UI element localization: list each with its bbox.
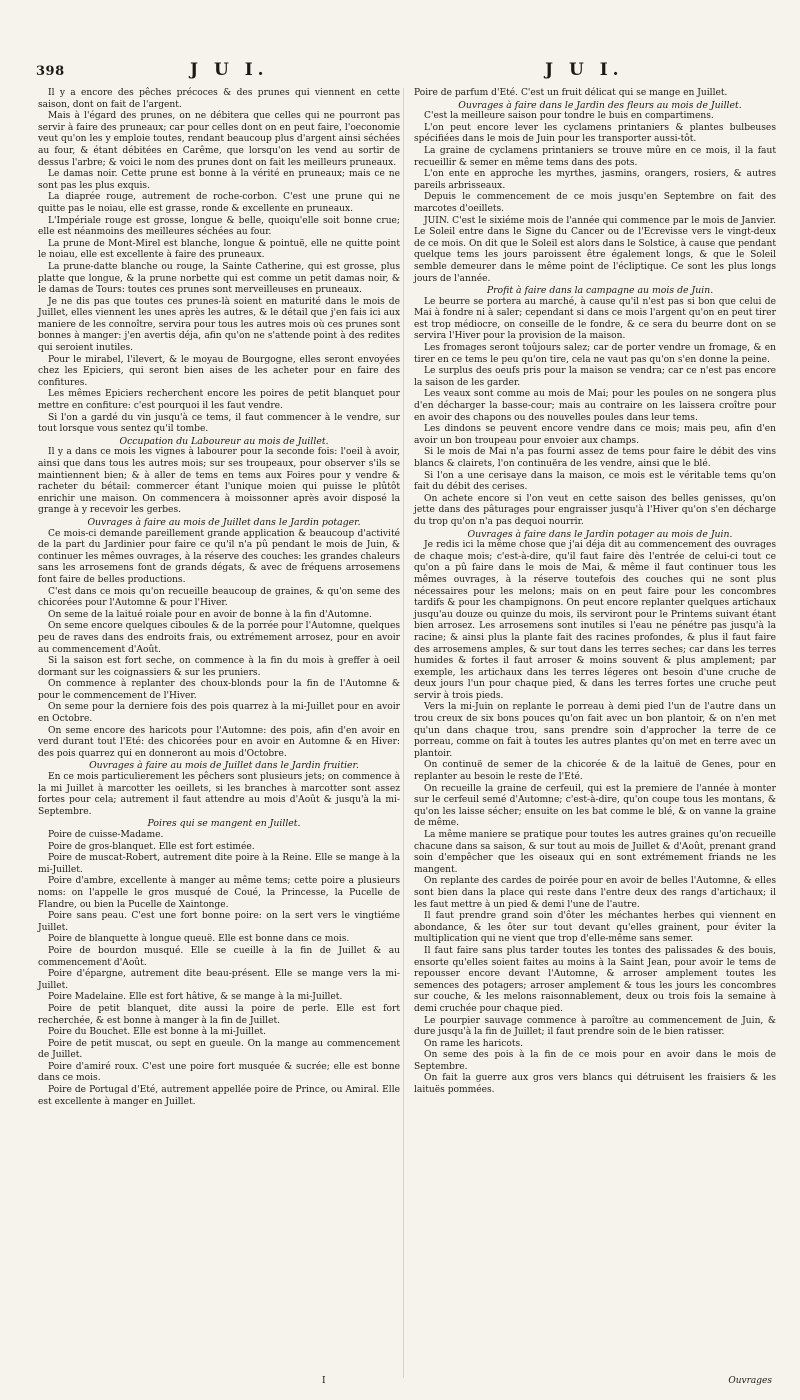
pear-entry: Poire Madelaine. Elle est fort hâtive, & se mange à la mi-Juillet. bbox=[48, 992, 343, 1003]
paragraph: Si l'on a une cerisaye dans la maison, ce mois est le véritable tems qu'on fait du débit des cerises. bbox=[414, 470, 776, 493]
paragraph: Si l'on a gardé du vin jusqu'à ce tems, il faut commencer à le vendre, sur tout lorsque vous sentez qu'il tombe. bbox=[38, 412, 400, 435]
running-head-right: J U I. bbox=[545, 60, 624, 80]
paragraph: On continuë de semer de la chicorée & de la laituë de Genes, pour en replanter au besoin le reste de l'Eté. bbox=[414, 760, 776, 783]
paragraph: La graine de cyclamens printaniers se trouve mûre en ce mois, il la faut recueillir & semer en même tems dans des pots. bbox=[414, 145, 776, 168]
paragraph: Il y a dans ce mois les vignes à labourer pour la seconde fois: l'oeil à avoir, ainsi que dans tous les autres mois; sur ses troupeaux, pour observer s'ils se maintiennent bien; & à aller de tems en tems aux Foires pour y vendre & racheter du bétail: commercer étant l'unique moien qui puisse le plûtôt enrichir une maison. On commencera à moissonner après avoir disposé la grange à y recevoir les gerbes. bbox=[38, 447, 400, 516]
right-column bbox=[414, 88, 776, 1097]
paragraph: Je redis ici la même chose que j'ai déja dit au commencement des ouvrages de chaque mois; c'est-à-dire, qu'il faut faire dès l'entrée de celui-ci tout ce qu'on a pû faire dans le mois de Mai, & même il faut continuer tous les mêmes ouvrages, à la réserve toutefois des couches qui ne sont plus nécessaires pour les melons; mais on en peut faire pour les concombres tardifs & pour les champignons. On peut encore replanter quelques artichaux jusqu'au douze ou quinze du mois, ils serviront pour le Printems suivant étant bien arrosez. Les arrosemens sont inutiles si l'eau ne pénétre pas jusqu'à la racine; & ainsi plus la plante fait des racines profondes, & plus il faut faire des arrosemens amples, & sur tout dans les terres seches; car dans les terres humides & fortes il faut arroser & moins souvent & plus amplement; par exemple, les artichaux dans les terres légeres ont besoin d'une cruche de deux jours l'un pour chaque pied, & dans les terres fortes une cruche peut servir à trois pieds. bbox=[414, 540, 776, 701]
paragraph: Les mêmes Epiciers recherchent encore les poires de petit blanquet pour mettre en confiture: c'est pourquoi il les faut vendre. bbox=[38, 389, 400, 412]
paragraph: Ce mois-ci demande pareillement grande application & beaucoup d'activité de la part du Jardinier pour faire ce qu'il n'a pû pendant le mois de Juin, & continuer les mêmes ouvrages, à la réserve des couches: les grandes chaleurs sans les arrosemens font de grands dégats, & avec de fréquens arrosemens font faire de belles productions. bbox=[38, 528, 400, 585]
paragraph: On seme pour la derniere fois des pois quarrez à la mi-Juillet pour en avoir en Octobre. bbox=[38, 702, 400, 725]
section-heading: Ouvrages à faire dans le Jardin des fleurs au mois de Juillet. bbox=[458, 99, 742, 111]
paragraph: Les dindons se peuvent encore vendre dans ce mois; mais peu, afin d'en avoir un bon troupeau pour envoier aux champs. bbox=[414, 424, 776, 446]
pear-entry: Poire du Bouchet. Elle est bonne à la mi-Juillet. bbox=[48, 1027, 266, 1038]
pear-entry: Poire de gros-blanquet. Elle est fort estimée. bbox=[48, 841, 255, 852]
paragraph: On replante des cardes de poirée pour en avoir de belles l'Automne, & elles sont bien dans la place qui reste dans l'entre deux des rangs d'artichaux; il les faut mettre à un pied & demi l'une de l'autre. bbox=[414, 876, 776, 910]
paragraph: La même maniere se pratique pour toutes les autres graines qu'on recueille chacune dans sa saison, & sur tout au mois de Juillet & d'Août, prenant grand soin d'empêcher que les oiseaux qui en sont extrémement friands ne les mangent. bbox=[414, 830, 776, 875]
paragraph: On seme encore des haricots pour l'Automne: des pois, afin d'en avoir en verd durant tout l'Eté: des chicorées pour en avoir en Automne & en Hiver: des pois quarrez qui en donneront au mois d'Octobre. bbox=[38, 725, 400, 759]
paragraph: On seme encore quelques ciboules & de la porrée pour l'Automne, quelques peu de raves dans des endroits frais, ou extrémement arrosez, pour en avoir au commencement d'Août. bbox=[38, 621, 400, 655]
signature-mark: I bbox=[322, 1376, 326, 1386]
section-heading: Ouvrages à faire au mois de Juillet dans le Jardin fruitier. bbox=[89, 760, 359, 772]
paragraph: Il faut prendre grand soin d'ôter les méchantes herbes qui viennent en abondance, & les ôter sur tout devant qu'elles grainent, pour éviter la multiplication qui ne vient que trop d'elle-même sans semer. bbox=[414, 911, 776, 945]
pear-entry: Poire d'ambre, excellente à manger au même tems; cette poire a plusieurs noms: on l'appelle le gros musqué de Coué, la Princesse, la Pucelle de Flandre, ou bien la Pucelle de Xaintonge. bbox=[38, 876, 400, 910]
paragraph: Les fromages seront toûjours salez; car de porter vendre un fromage, & en tirer en ce tems le peu qu'on tire, cela ne vaut pas qu'on s'en donne la peine. bbox=[414, 343, 776, 365]
paragraph: Je ne dis pas que toutes ces prunes-là soient en maturité dans le mois de Juillet, elles viennent les unes après les autres, & le détail que j'en fais ici aux maniere de les connoître, servira pour tous les autres mois où ces prunes sont bonnes à manger: j'en avertis déja, afin qu'on ne s'attende point à des redites qui seroient inutiles. bbox=[38, 296, 400, 354]
pear-entry: Poire sans peau. C'est une fort bonne poire: on la sert vers le vingtiéme Juillet. bbox=[38, 911, 400, 933]
paragraph: Vers la mi-Juin on replante le porreau à demi pied l'un de l'autre dans un trou creux de six bons pouces qu'on fait avec un bon plantoir, & on n'en met qu'un dans chaque trou, sans prendre soin d'approcher la terre de ce porreau, comme on fait à toutes les autres plantes qu'on met en terre avec un plantoir. bbox=[414, 702, 776, 759]
paragraph: Depuis le commencement de ce mois jusqu'en Septembre on fait des marcotes d'oeillets. bbox=[414, 192, 776, 214]
paragraph: Le surplus des oeufs pris pour la maison se vendra; car ce n'est pas encore la saison de les garder. bbox=[414, 366, 776, 388]
paragraph: Si la saison est fort seche, on commence à la fin du mois à greffer à oeil dormant sur les coignassiers & sur les pruniers. bbox=[38, 656, 400, 678]
pear-entry: Poire de petit blanquet, dite aussi la poire de perle. Elle est fort recherchée, & est bonne à manger à la fin de Juillet. bbox=[38, 1003, 400, 1026]
paragraph: L'on peut encore lever les cyclamens printaniers & plantes bulbeuses spécifiées dans le mois de Juin pour les transporter aussi-tôt. bbox=[414, 122, 776, 145]
paragraph: La diaprée rouge, autrement de roche-corbon. C'est une prune qui ne quitte pas le noiau, elle est grasse, ronde & excellente en pruneaux. bbox=[38, 192, 400, 214]
paragraph: Les veaux sont comme au mois de Mai; pour les poules on ne songera plus d'en décharger la basse-cour; mais au contraire on les laissera croître pour en avoir des chapons ou des nouvelles poules dans leur tems. bbox=[414, 389, 776, 423]
paragraph: C'est dans ce mois qu'on recueille beaucoup de graines, & qu'on seme des chicorées pour l'Automne & pour l'Hiver. bbox=[38, 586, 400, 609]
paragraph: C'est la meilleure saison pour tondre le buis en compartimens. bbox=[424, 111, 714, 122]
paragraph: On commence à replanter des choux-blonds pour la fin de l'Automne & pour le commencement de l'Hiver. bbox=[38, 679, 400, 701]
section-heading: Poires qui se mangent en Juillet. bbox=[147, 818, 301, 830]
paragraph: Poire de parfum d'Eté. C'est un fruit délicat qui se mange en Juillet. bbox=[414, 88, 728, 98]
pear-entry: Poire de petit muscat, ou sept en gueule. On la mange au commencement de Juillet. bbox=[38, 1038, 400, 1061]
paragraph: La prune de Mont-Mirel est blanche, longue & pointuë, elle ne quitte point le noiau, elle est excellente à faire des pruneaux. bbox=[38, 238, 400, 261]
paragraph: On achete encore si l'on veut en cette saison des belles genisses, qu'on jette dans des pâturages pour engraisser jusqu'à l'Hiver qu'on s'en décharge du trop qu'on n'a pas dequoi nourrir. bbox=[414, 493, 776, 527]
pear-entry: Poire de muscat-Robert, autrement dite poire à la Reine. Elle se mange à la mi-Juillet. bbox=[38, 853, 400, 875]
paragraph: Le damas noir. Cette prune est bonne à la vérité en pruneaux; mais ce ne sont pas les plus exquis. bbox=[38, 169, 400, 191]
paragraph: Si le mois de Mai n'a pas fourni assez de tems pour faire le débit des vins blancs & clairets, l'on continuëra de les vendre, ainsi que le blé. bbox=[414, 447, 776, 469]
column-divider bbox=[403, 88, 404, 1378]
paragraph: Mais à l'égard des prunes, on ne débitera que celles qui ne pourront pas servir à faire des pruneaux; car pour celles dont on en peut faire, l'oeconomie veut qu'on les y emploie toutes, rendant beaucoup plus d'argent ainsi séchées au four, & étant débitées en Carême, que lorsqu'on les vend au sortir de dessus l'arbre; & voici le nom des prunes dont on fait les meilleurs pruneaux. bbox=[38, 111, 400, 168]
paragraph: Il faut faire sans plus tarder toutes les tontes des palissades & des bouis, ensorte qu'elles soient faites au moins à la Saint Jean, pour avoir le tems de repousser encore devant l'Automne, & arroser amplement toutes les semences des potagers; arroser amplement & tous les jours les concombres sur couche, & les melons raisonnablement, deux ou trois fois la semaine à demi cruchée pour chaque pied. bbox=[414, 945, 776, 1014]
pear-entry: Poire de cuisse-Madame. bbox=[48, 830, 164, 840]
section-heading: Profit à faire dans la campagne au mois de Juin. bbox=[486, 285, 714, 297]
section-heading: Ouvrages à faire dans le Jardin potager au mois de Juin. bbox=[467, 528, 733, 540]
left-column bbox=[38, 88, 400, 1108]
catchword: Ouvrages bbox=[728, 1376, 772, 1386]
pear-entry: Poire de bourdon musqué. Elle se cueille à la fin de Juillet & au commencement d'Août. bbox=[38, 945, 400, 968]
paragraph: Le beurre se portera au marché, à cause qu'il n'est pas si bon que celui de Mai à fondre ni à saler; cependant si dans ce mois l'argent qu'on en peut tirer est trop médiocre, on conseille de le fondre, & ce sera du beurre dont on se servira l'Hiver pour la provision de la maison. bbox=[414, 296, 776, 342]
paragraph: Pour le mirabel, l'ilevert, & le moyau de Bourgogne, elles seront envoyées chez les Epiciers, qui seront bien aises de les acheter pour en faire des confitures. bbox=[38, 354, 400, 388]
paragraph: La prune-datte blanche ou rouge, la Sainte Catherine, qui est grosse, plus platte que longue, & la prune norbette qui est comme un petit damas noir, & le damas de Tours: toutes ces prunes sont merveilleuses en pruneaux. bbox=[38, 261, 400, 296]
running-head-left: J U I. bbox=[190, 60, 269, 80]
paragraph: On fait la guerre aux gros vers blancs qui détruisent les fraisiers & les laituës pommées. bbox=[414, 1073, 776, 1096]
pear-entry: Poire d'épargne, autrement dite beau-présent. Elle se mange vers la mi-Juillet. bbox=[38, 969, 400, 991]
section-heading: Ouvrages à faire au mois de Juillet dans le Jardin potager. bbox=[87, 516, 361, 528]
paragraph: Il y a encore des pêches précoces & des prunes qui viennent en cette saison, dont on fait de l'argent. bbox=[38, 88, 400, 110]
paragraph: L'Impériale rouge est grosse, longue & belle, quoiqu'elle soit bonne crue; elle est néanmoins des meilleures séchées au four. bbox=[38, 215, 400, 238]
paragraph: JUIN. C'est le sixiéme mois de l'année qui commence par le mois de Janvier. Le Soleil entre dans le Signe du Cancer ou de l'Ecrevisse vers le vingt-deux de ce mois. On dit que le Soleil est alors dans le Solstice, à cause que pendant quelque tems les jours paroissent être également longs, & que le Soleil semble demeurer dans le même point de l'écliptique. Ce sont les plus longs jours de l'année. bbox=[414, 215, 776, 284]
pear-entry: Poire d'amiré roux. C'est une poire fort musquée & sucrée; elle est bonne dans ce mois. bbox=[38, 1061, 400, 1084]
paragraph: L'on ente en approche les myrthes, jasmins, orangers, rosiers, & autres pareils arbrisseaux. bbox=[414, 169, 776, 191]
page-number: 398 bbox=[36, 64, 65, 79]
paragraph: On rame les haricots. bbox=[424, 1038, 524, 1049]
pear-entry: Poire de Portugal d'Eté, autrement appellée poire de Prince, ou Amiral. Elle est excellente à manger en Juillet. bbox=[38, 1085, 400, 1107]
paragraph: En ce mois particulierement les pêchers sont plusieurs jets; on commence à la mi Juillet à marcotter les oeillets, si les branches à marcotter sont assez fortes pour cela; autrement il faut attendre au mois d'Août & jusqu'à la mi-Septembre. bbox=[38, 772, 400, 817]
paragraph: On seme des pois à la fin de ce mois pour en avoir dans le mois de Septembre. bbox=[414, 1050, 776, 1072]
section-heading: Occupation du Laboureur au mois de Juillet. bbox=[119, 435, 329, 447]
paragraph: On recueille la graine de cerfeuil, qui est la premiere de l'année à monter sur le cerfeuil semé d'Automne; c'est-à-dire, qu'on coupe tous les montans, & qu'on les laisse sécher; ensuite on les bat comme le blé, & on vanne la graine de même. bbox=[414, 783, 776, 829]
pear-entry: Poire de blanquette à longue queuë. Elle est bonne dans ce mois. bbox=[48, 934, 350, 945]
paragraph: Le pourpier sauvage commence à paroître au commencement de Juin, & dure jusqu'à la fin de Juillet; il faut prendre soin de le bien ratisser. bbox=[414, 1015, 776, 1038]
paragraph: On seme de la laitué roiale pour en avoir de bonne à la fin d'Automne. bbox=[48, 609, 372, 620]
